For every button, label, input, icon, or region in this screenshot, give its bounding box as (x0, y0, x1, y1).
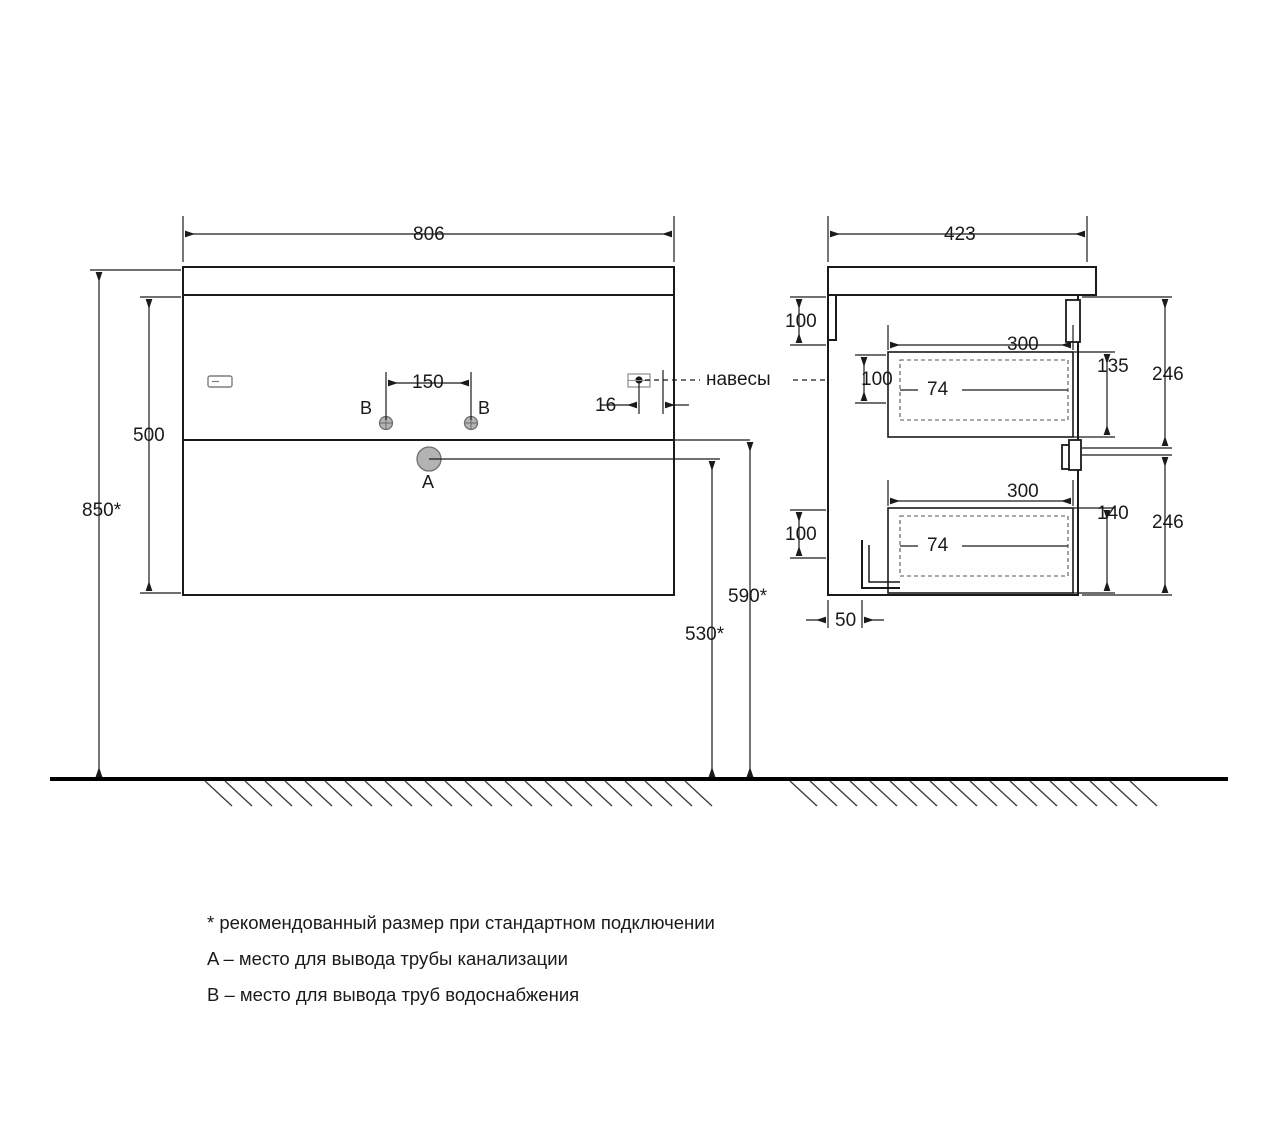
dim-side-foot-50: 50 (835, 610, 857, 631)
point-label-b-right: B (478, 398, 491, 418)
callout-hangers: навесы (706, 369, 771, 390)
dim-front-height-590: 590* (728, 586, 768, 607)
dim-side-drawer-bottom-74: 74 (927, 535, 949, 556)
dim-side-depth-423: 423 (944, 224, 976, 245)
dim-side-mid-100: 100 (861, 369, 893, 390)
legend-note-asterisk: * рекомендованный размер при стандартном подключении (207, 912, 715, 933)
dim-front-height-530: 530* (685, 624, 725, 645)
ground-line-group (50, 779, 1228, 806)
dim-front-offset-16: 16 (595, 395, 617, 416)
legend-note-a: A – место для вывода трубы канализации (207, 948, 568, 969)
dim-side-height-140: 140 (1097, 503, 1129, 524)
front-view-group (183, 267, 674, 595)
dim-side-drawer-top-74: 74 (927, 379, 949, 400)
dim-front-width-806: 806 (413, 224, 445, 245)
dim-side-height-135: 135 (1097, 356, 1129, 377)
dim-side-top-100: 100 (785, 311, 817, 332)
point-label-a: A (422, 472, 435, 492)
dim-side-height-246-bottom: 246 (1152, 512, 1184, 533)
dim-front-spacing-150: 150 (412, 372, 444, 393)
dim-front-height-850: 850* (82, 500, 122, 521)
point-label-b-left: B (360, 398, 373, 418)
dim-side-bottom-100: 100 (785, 524, 817, 545)
legend-note-b: B – место для вывода труб водоснабжения (207, 984, 580, 1005)
dim-side-drawer-top-300: 300 (1007, 334, 1039, 355)
dim-side-drawer-bottom-300: 300 (1007, 481, 1039, 502)
dim-side-height-246-top: 246 (1152, 364, 1184, 385)
dim-front-height-500: 500 (133, 425, 165, 446)
